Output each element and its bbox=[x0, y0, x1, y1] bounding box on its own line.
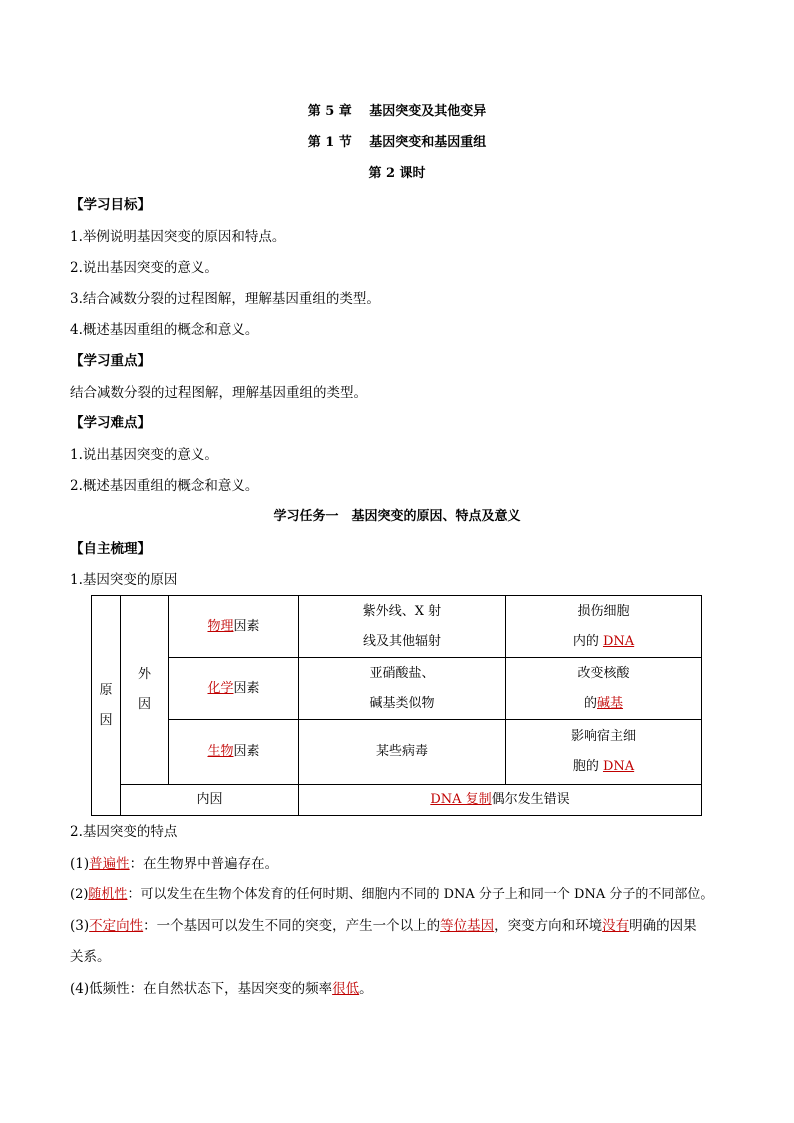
factor-cell bbox=[169, 596, 299, 658]
feature-prefix: (1) bbox=[70, 856, 90, 872]
difficulty-item: 1.说出基因突变的意义。 bbox=[70, 447, 218, 463]
effect-text: 内的 bbox=[572, 633, 603, 649]
external-label-cell bbox=[121, 596, 169, 785]
feature-answer: 普遍性 bbox=[89, 856, 130, 872]
internal-label: 内因 bbox=[196, 792, 223, 807]
agent-line: 紫外线、X 射 bbox=[362, 603, 442, 619]
internal-text: 偶尔发生错误 bbox=[491, 792, 570, 807]
feature-text: ，突变方向和环境 bbox=[494, 918, 603, 934]
agent-cell bbox=[299, 596, 506, 658]
external-label: 外 bbox=[137, 667, 151, 682]
feature-answer: 很低 bbox=[332, 981, 360, 997]
agent-line: 亚硝酸盐、 bbox=[369, 665, 435, 681]
agent-line: 线及其他辐射 bbox=[362, 633, 441, 649]
factor-name: 物理 bbox=[207, 618, 234, 634]
factor-name: 生物 bbox=[207, 744, 234, 759]
agent-cell bbox=[299, 658, 506, 720]
task-title: 学习任务一 基因突变的原因、特点及意义 bbox=[273, 509, 521, 524]
key-points-text: 结合减数分裂的过程图解，理解基因重组的类型。 bbox=[70, 385, 367, 401]
cause-label: 因 bbox=[99, 712, 113, 728]
internal-label-cell bbox=[121, 785, 299, 816]
agent-line: 某些病毒 bbox=[375, 744, 428, 759]
chapter-title: 第 5 章 基因突变及其他变异 bbox=[307, 104, 487, 119]
feature-line-3 bbox=[70, 917, 697, 935]
agent-line: 碱基类似物 bbox=[369, 695, 435, 711]
internal-answer: DNA 复制 bbox=[430, 792, 492, 807]
causes-heading: 1.基因突变的原因 bbox=[70, 572, 178, 588]
feature-prefix: (3) bbox=[70, 918, 90, 934]
agent-cell bbox=[299, 720, 506, 785]
feature-text: 明确的因果 bbox=[629, 918, 697, 934]
objective-item: 1.举例说明基因突变的原因和特点。 bbox=[70, 229, 286, 245]
section-title: 第 1 节 基因突变和基因重组 bbox=[307, 135, 487, 150]
effect-cell bbox=[506, 658, 702, 720]
factor-suffix: 因素 bbox=[233, 680, 260, 696]
feature-text: ：一个基因可以发生不同的突变，产生一个以上的 bbox=[143, 918, 441, 934]
feature-answer: 没有 bbox=[602, 918, 630, 934]
cause-label: 原 bbox=[99, 682, 113, 698]
key-points-heading: 【学习重点】 bbox=[70, 353, 151, 369]
features-heading: 2.基因突变的特点 bbox=[70, 824, 178, 840]
objective-item: 3.结合减数分裂的过程图解，理解基因重组的类型。 bbox=[70, 291, 380, 307]
difficulty-item: 2.概述基因重组的概念和意义。 bbox=[70, 478, 259, 494]
feature-line-3-cont: 关系。 bbox=[70, 949, 111, 965]
objective-item: 4.概述基因重组的概念和意义。 bbox=[70, 322, 259, 338]
feature-text: 。 bbox=[359, 981, 373, 997]
factor-cell bbox=[169, 720, 299, 785]
factor-suffix: 因素 bbox=[233, 744, 260, 759]
factor-name: 化学 bbox=[207, 680, 234, 696]
feature-answer: 随机性 bbox=[88, 887, 128, 902]
effect-line: 影响宿主细 bbox=[570, 729, 636, 744]
feature-text: ：在生物界中普遍存在。 bbox=[129, 856, 279, 872]
lesson-title: 第 2 课时 bbox=[368, 166, 426, 181]
effect-text: 胞的 bbox=[572, 759, 603, 774]
effect-answer: DNA bbox=[602, 759, 635, 774]
internal-cause-cell bbox=[299, 785, 702, 816]
causes-table bbox=[91, 595, 702, 816]
effect-cell bbox=[506, 720, 702, 785]
effect-line: 改变核酸 bbox=[577, 665, 630, 681]
feature-answer: 不定向性 bbox=[89, 918, 144, 934]
feature-line-4 bbox=[70, 980, 373, 998]
feature-prefix: (2) bbox=[70, 887, 89, 902]
factor-suffix: 因素 bbox=[233, 618, 260, 634]
feature-text: ：可以发生在生物个体发育的任何时期、细胞内不同的 DNA 分子上和同一个 DNA 分子的不同部位。 bbox=[127, 887, 714, 902]
effect-line: 损伤细胞 bbox=[577, 603, 630, 619]
effect-cell bbox=[506, 596, 702, 658]
self-study-heading: 【自主梳理】 bbox=[70, 541, 151, 557]
feature-line-2 bbox=[70, 886, 713, 904]
feature-line-1 bbox=[70, 855, 278, 873]
effect-text: 的 bbox=[583, 695, 597, 711]
effect-answer: 碱基 bbox=[597, 695, 624, 711]
feature-text: (4)低频性：在自然状态下，基因突变的频率 bbox=[70, 981, 333, 997]
feature-answer: 等位基因 bbox=[440, 918, 495, 934]
difficulties-heading: 【学习难点】 bbox=[70, 415, 151, 431]
external-label: 因 bbox=[137, 697, 151, 712]
objectives-heading: 【学习目标】 bbox=[70, 197, 151, 213]
cause-label-cell bbox=[92, 596, 121, 816]
objective-item: 2.说出基因突变的意义。 bbox=[70, 260, 218, 276]
factor-cell bbox=[169, 658, 299, 720]
effect-answer: DNA bbox=[602, 633, 635, 649]
